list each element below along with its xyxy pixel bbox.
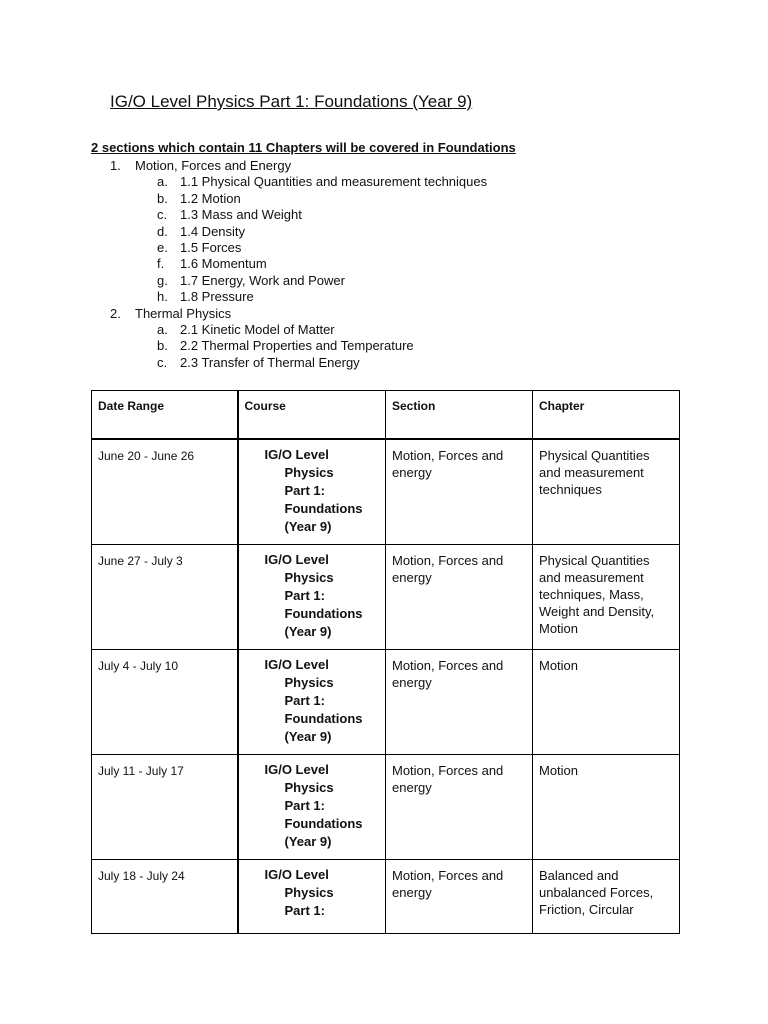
chapter-text: 1.2 Motion [180, 190, 241, 206]
section-cell: Motion, Forces and energy [386, 439, 533, 545]
chapter-letter: c. [157, 354, 168, 370]
chapter-item [110, 174, 487, 190]
chapter-letter: b. [157, 338, 168, 354]
table-row [92, 860, 680, 934]
chapter-item [110, 207, 487, 223]
chapter-text: 1.5 Forces [180, 240, 242, 256]
chapter-item [110, 355, 487, 371]
chapter-text: 1.8 Pressure [180, 289, 254, 305]
chapter-cell: Physical Quantities and measurement techniques [533, 439, 680, 545]
course-cell [238, 439, 386, 545]
chapter-item [110, 224, 487, 240]
table-row [92, 545, 680, 650]
chapter-letter: d. [157, 223, 168, 239]
chapter-letter: a. [157, 322, 168, 338]
chapter-letter: a. [157, 174, 168, 190]
chapter-text: 1.1 Physical Quantities and measurement techniques [180, 174, 488, 190]
section-number: 2. [110, 305, 121, 321]
course-text: IG/O Level Physics Part 1: Foundations (Year 9) [264, 552, 363, 639]
chapter-item [110, 289, 487, 305]
chapter-text: 2.2 Thermal Properties and Temperature [180, 338, 414, 354]
chapter-item [110, 338, 487, 354]
date-range-cell: July 18 - July 24 [92, 860, 238, 934]
course-text: IG/O Level Physics Part 1: Foundations (Year 9) [264, 762, 363, 849]
section-item [110, 306, 487, 372]
section-cell: Motion, Forces and energy [386, 860, 533, 934]
schedule-table [91, 390, 680, 934]
chapter-cell: Motion [533, 755, 680, 860]
chapter-letter: f. [157, 256, 165, 272]
chapter-letter: e. [157, 240, 168, 256]
chapter-item [110, 322, 487, 338]
header-date-range: Date Range [92, 391, 238, 440]
header-course: Course [238, 391, 386, 440]
section-list [110, 158, 487, 371]
table-row [92, 650, 680, 755]
course-text: IG/O Level Physics Part 1: Foundations (Year 9) [264, 447, 363, 534]
course-cell [238, 650, 386, 755]
section-cell: Motion, Forces and energy [386, 650, 533, 755]
sections-intro: 2 sections which contain 11 Chapters will be covered in Foundations [91, 140, 516, 155]
chapter-letter: c. [157, 207, 168, 223]
chapter-text: 1.4 Density [180, 223, 246, 239]
course-text: IG/O Level Physics Part 1: Foundations (Year 9) [264, 657, 363, 744]
date-range-cell: June 20 - June 26 [92, 439, 238, 545]
chapter-cell: Physical Quantities and measurement techniques, Mass, Weight and Density, Motion [533, 545, 680, 650]
chapter-list [110, 174, 487, 305]
chapter-text: 1.6 Momentum [180, 256, 267, 272]
table-header-row [92, 391, 680, 440]
section-name: Thermal Physics [135, 305, 232, 321]
section-cell: Motion, Forces and energy [386, 755, 533, 860]
document-title: IG/O Level Physics Part 1: Foundations (Year 9) [110, 92, 473, 111]
header-section: Section [386, 391, 533, 440]
section-name: Motion, Forces and Energy [135, 158, 292, 173]
chapter-letter: h. [157, 289, 168, 305]
chapter-item [110, 256, 487, 272]
course-cell [238, 755, 386, 860]
chapter-item [110, 273, 487, 289]
header-chapter: Chapter [533, 391, 680, 440]
date-range-cell: June 27 - July 3 [92, 545, 238, 650]
course-cell [238, 860, 386, 934]
chapter-item [110, 240, 487, 256]
chapter-text: 2.3 Transfer of Thermal Energy [180, 354, 360, 370]
table-row [92, 755, 680, 860]
chapter-item [110, 191, 487, 207]
date-range-cell: July 11 - July 17 [92, 755, 238, 860]
section-item [110, 158, 487, 306]
chapter-text: 1.7 Energy, Work and Power [180, 272, 345, 288]
section-number: 1. [110, 158, 121, 173]
table-row [92, 439, 680, 545]
date-range-cell: July 4 - July 10 [92, 650, 238, 755]
chapter-letter: b. [157, 190, 168, 206]
chapter-text: 2.1 Kinetic Model of Matter [180, 322, 335, 338]
section-cell: Motion, Forces and energy [386, 545, 533, 650]
chapter-text: 1.3 Mass and Weight [180, 207, 302, 223]
chapter-cell: Balanced and unbalanced Forces, Friction, Circular [533, 860, 680, 934]
chapter-cell: Motion [533, 650, 680, 755]
chapter-letter: g. [157, 272, 168, 288]
chapter-list [110, 322, 487, 371]
course-text: IG/O Level Physics Part 1: [264, 867, 334, 918]
course-cell [238, 545, 386, 650]
